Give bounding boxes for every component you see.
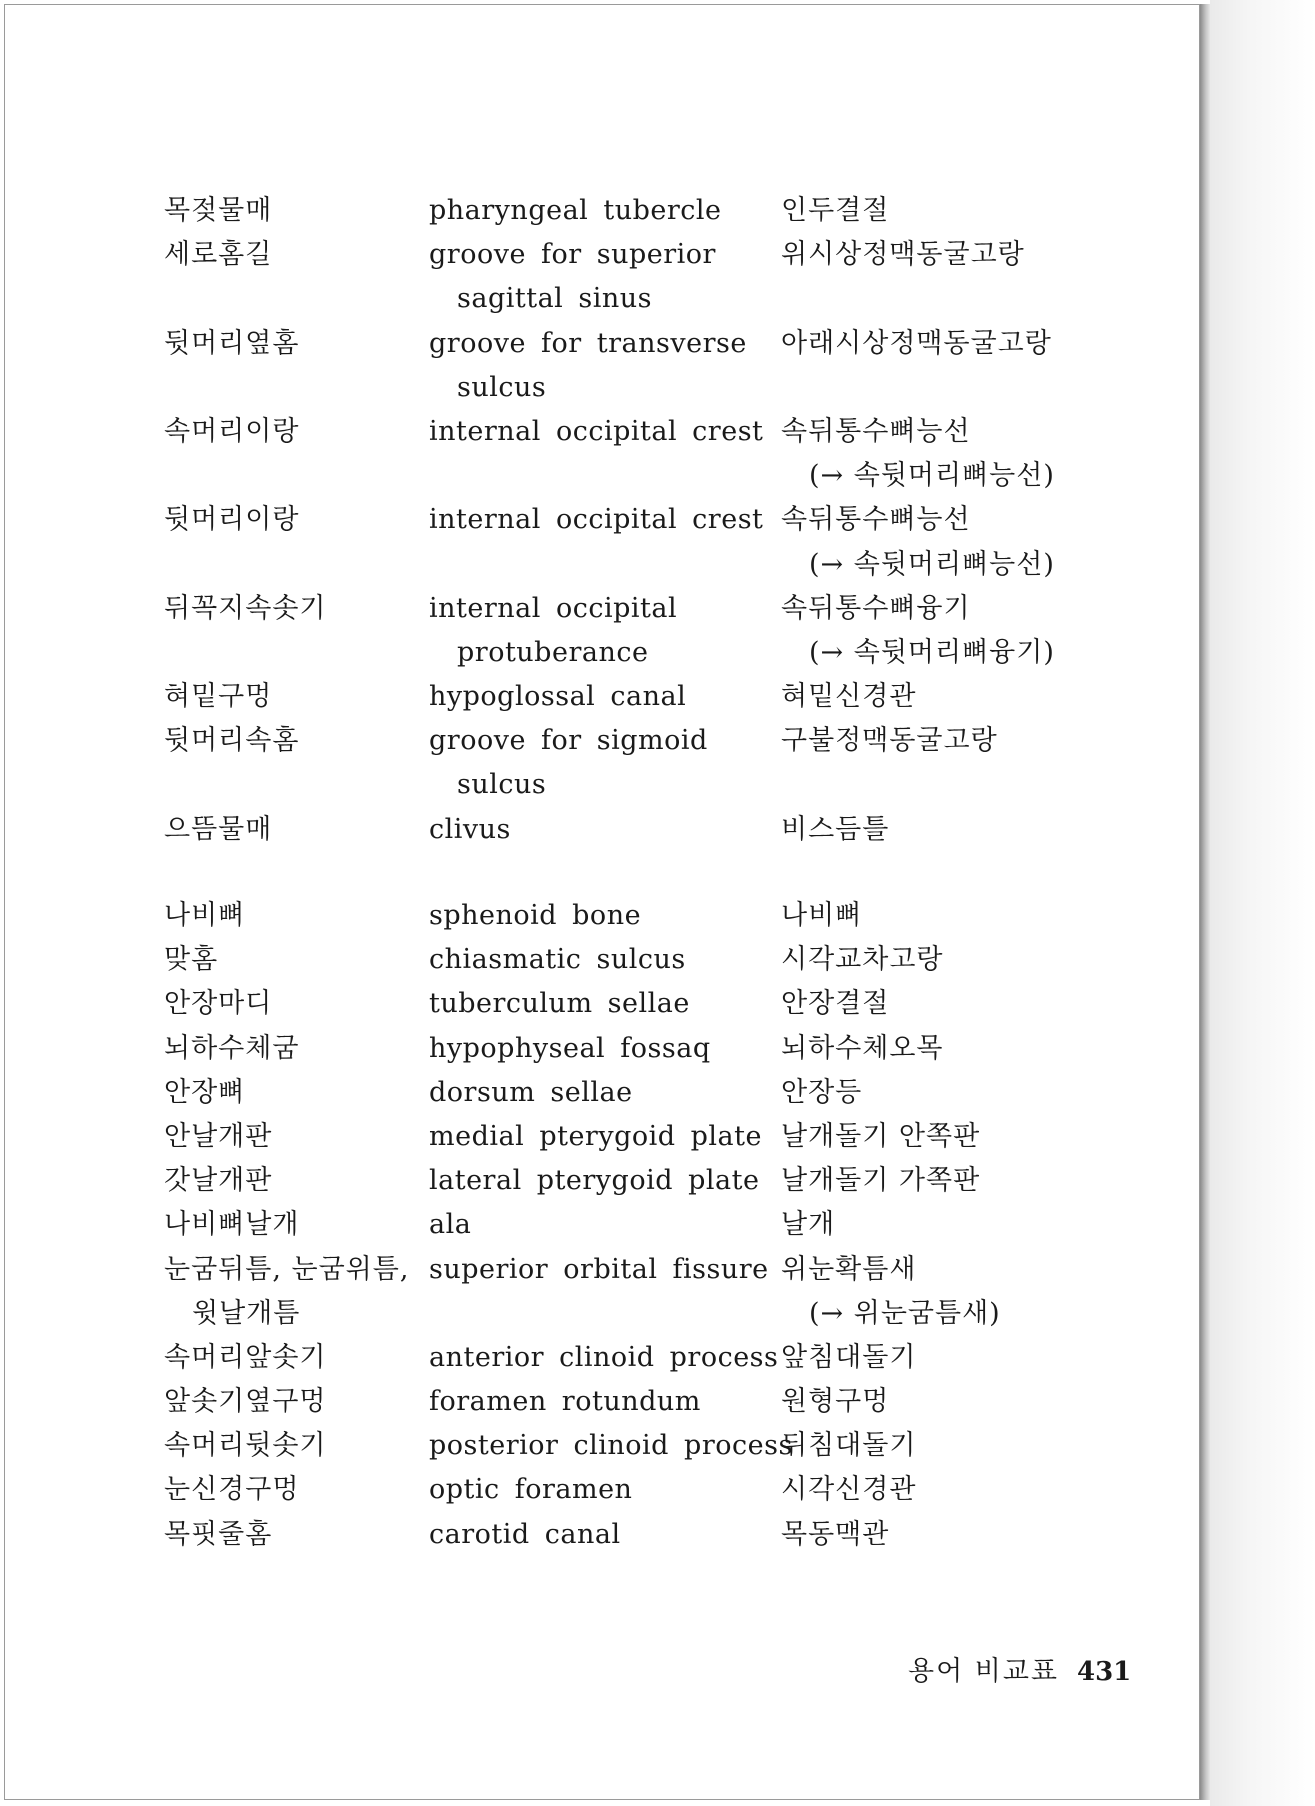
north-korean-term-cell bbox=[164, 587, 429, 631]
english-term-cell bbox=[429, 894, 781, 938]
english-term: protuberance bbox=[457, 636, 649, 668]
south-korean-term: 시각신경관 bbox=[781, 1474, 917, 1506]
south-korean-term-cell bbox=[781, 1424, 1104, 1468]
north-korean-term: 나비뼈날개 bbox=[164, 1209, 300, 1241]
english-term-cell bbox=[429, 1203, 781, 1247]
english-term-cell bbox=[429, 1248, 781, 1292]
north-korean-term: 안장뼈 bbox=[164, 1076, 246, 1108]
south-korean-term: 나비뼈 bbox=[781, 900, 863, 931]
south-korean-term: 속뒤통수뼈능선 bbox=[781, 504, 971, 536]
north-korean-term: 눈굼뒤틈, 눈굼위틈, bbox=[164, 1253, 410, 1285]
north-korean-term: 나비뼈 bbox=[164, 900, 246, 931]
english-term: carotid canal bbox=[429, 1518, 621, 1550]
south-korean-term-cell bbox=[781, 894, 1104, 938]
south-korean-term: 안장등 bbox=[781, 1076, 863, 1108]
north-korean-term-cell bbox=[164, 1468, 429, 1512]
north-korean-term-cell bbox=[164, 322, 429, 366]
south-korean-term: 날개돌기 가쪽판 bbox=[781, 1165, 981, 1197]
english-term: sulcus bbox=[457, 769, 547, 801]
english-term: dorsum sellae bbox=[429, 1076, 633, 1108]
south-korean-term: (→ 위눈굼틈새) bbox=[809, 1297, 1001, 1329]
south-korean-term-cell bbox=[781, 189, 1104, 233]
south-korean-term: 속뒤통수뼈능선 bbox=[781, 415, 971, 447]
english-term: clivus bbox=[429, 813, 511, 845]
north-korean-term-cell bbox=[164, 1380, 429, 1424]
south-korean-term-cell bbox=[781, 1115, 1104, 1159]
south-korean-term: 안장결절 bbox=[781, 988, 890, 1020]
english-term: sagittal sinus bbox=[457, 283, 653, 315]
north-korean-term: 목젖물매 bbox=[164, 195, 273, 226]
north-korean-term-cell bbox=[164, 719, 429, 763]
south-korean-term-cell bbox=[781, 498, 1104, 586]
north-korean-term: 갓날개판 bbox=[164, 1165, 273, 1197]
term-row bbox=[164, 1203, 1104, 1247]
south-korean-term-cell bbox=[781, 1203, 1104, 1247]
term-row bbox=[164, 1336, 1104, 1380]
south-korean-term: 위눈확틈새 bbox=[781, 1253, 917, 1285]
north-korean-term: 뒷머리속홈 bbox=[164, 725, 300, 757]
term-row bbox=[164, 1513, 1104, 1557]
north-korean-term-cell bbox=[164, 498, 429, 542]
south-korean-term: 뒤침대돌기 bbox=[781, 1430, 917, 1462]
north-korean-term: 뒷머리옆홈 bbox=[164, 327, 300, 359]
english-term: internal occipital crest bbox=[429, 415, 764, 447]
english-term-cell bbox=[429, 1513, 781, 1557]
south-korean-term: 비스듬틀 bbox=[781, 813, 890, 845]
south-korean-term-cell bbox=[781, 322, 1104, 366]
south-korean-term: 구불정맥동굴고랑 bbox=[781, 725, 998, 757]
english-term-cell bbox=[429, 1071, 781, 1115]
north-korean-term: 뇌하수체굼 bbox=[164, 1032, 300, 1064]
north-korean-term-cell bbox=[164, 982, 429, 1026]
english-term: optic foramen bbox=[429, 1474, 633, 1506]
term-row bbox=[164, 1424, 1104, 1468]
term-row bbox=[164, 1380, 1104, 1424]
north-korean-term-cell bbox=[164, 410, 429, 454]
north-korean-term: 윗날개틈 bbox=[192, 1297, 301, 1329]
south-korean-term-cell bbox=[781, 1071, 1104, 1115]
english-term-cell bbox=[429, 1027, 781, 1071]
south-korean-term: 날개돌기 안쪽판 bbox=[781, 1120, 981, 1152]
english-term-cell bbox=[429, 675, 781, 719]
north-korean-term: 눈신경구멍 bbox=[164, 1474, 300, 1506]
south-korean-term-cell bbox=[781, 1380, 1104, 1424]
english-term-cell bbox=[429, 1159, 781, 1203]
north-korean-term-cell bbox=[164, 1159, 429, 1203]
english-term: hypoglossal canal bbox=[429, 681, 687, 713]
north-korean-term: 속머리뒷솟기 bbox=[164, 1430, 327, 1462]
south-korean-term: (→ 속뒷머리뼈능선) bbox=[809, 460, 1055, 492]
term-row bbox=[164, 587, 1104, 675]
south-korean-term: 날개 bbox=[781, 1209, 836, 1241]
english-term-cell bbox=[429, 1424, 793, 1468]
page-edge bbox=[1200, 4, 1210, 1800]
english-term: groove for transverse bbox=[429, 327, 747, 359]
term-row bbox=[164, 938, 1104, 982]
english-term-cell bbox=[429, 233, 781, 321]
north-korean-term-cell bbox=[164, 1071, 429, 1115]
english-term: groove for sigmoid bbox=[429, 725, 708, 757]
english-term-cell bbox=[429, 587, 781, 675]
english-term-cell bbox=[429, 808, 781, 852]
south-korean-term-cell bbox=[781, 1159, 1104, 1203]
term-row bbox=[164, 1027, 1104, 1071]
north-korean-term-cell bbox=[164, 808, 429, 852]
term-row bbox=[164, 322, 1104, 410]
north-korean-term-cell bbox=[164, 1513, 429, 1557]
english-term-cell bbox=[429, 498, 781, 542]
south-korean-term-cell bbox=[781, 1248, 1104, 1336]
south-korean-term-cell bbox=[781, 938, 1104, 982]
north-korean-term: 뒤꼭지속솟기 bbox=[164, 592, 327, 624]
term-row bbox=[164, 1115, 1104, 1159]
south-korean-term-cell bbox=[781, 675, 1104, 719]
north-korean-term-cell bbox=[164, 1203, 429, 1247]
english-term: medial pterygoid plate bbox=[429, 1120, 762, 1152]
south-korean-term: 원형구멍 bbox=[781, 1386, 890, 1418]
english-term-cell bbox=[429, 1115, 781, 1159]
english-term: superior orbital fissure bbox=[429, 1253, 769, 1285]
north-korean-term-cell bbox=[164, 189, 429, 233]
north-korean-term: 속머리앞솟기 bbox=[164, 1341, 327, 1373]
south-korean-term: 위시상정맥동굴고랑 bbox=[781, 239, 1025, 271]
south-korean-term-cell bbox=[781, 1468, 1104, 1512]
south-korean-term-cell bbox=[781, 587, 1104, 675]
english-term-cell bbox=[429, 410, 781, 454]
term-table-section-occipital bbox=[164, 189, 1104, 852]
english-term: groove for superior bbox=[429, 239, 716, 271]
south-korean-term-cell bbox=[781, 808, 1104, 852]
english-term-cell bbox=[429, 322, 781, 410]
north-korean-term: 안날개판 bbox=[164, 1120, 273, 1152]
english-term-cell bbox=[429, 1380, 781, 1424]
south-korean-term-cell bbox=[781, 233, 1104, 277]
south-korean-term-cell bbox=[781, 982, 1104, 1026]
english-term-cell bbox=[429, 1468, 781, 1512]
english-term-cell bbox=[429, 1336, 781, 1380]
term-row bbox=[164, 1159, 1104, 1203]
south-korean-term: 혀밑신경관 bbox=[781, 681, 917, 713]
term-row bbox=[164, 410, 1104, 498]
running-footer-title: 용어 비교표 bbox=[908, 1656, 1059, 1687]
term-row bbox=[164, 675, 1104, 719]
south-korean-term: 속뒤통수뼈융기 bbox=[781, 592, 971, 624]
south-korean-term: 목동맥관 bbox=[781, 1518, 890, 1550]
english-term: anterior clinoid process bbox=[429, 1341, 779, 1373]
term-table-section-sphenoid bbox=[164, 894, 1104, 1557]
north-korean-term-cell bbox=[164, 1424, 429, 1468]
english-term: pharyngeal tubercle bbox=[429, 195, 722, 226]
north-korean-term-cell bbox=[164, 1248, 429, 1336]
page-number: 431 bbox=[1077, 1657, 1132, 1687]
north-korean-term: 혀밑구멍 bbox=[164, 681, 273, 713]
south-korean-term: 아래시상정맥동굴고랑 bbox=[781, 327, 1052, 359]
english-term: posterior clinoid process bbox=[429, 1430, 793, 1462]
term-row bbox=[164, 719, 1104, 807]
north-korean-term: 안장마디 bbox=[164, 988, 273, 1020]
english-term-cell bbox=[429, 719, 781, 807]
north-korean-term-cell bbox=[164, 1115, 429, 1159]
term-row bbox=[164, 189, 1104, 233]
south-korean-term-cell bbox=[781, 410, 1104, 498]
south-korean-term-cell bbox=[781, 1513, 1104, 1557]
north-korean-term-cell bbox=[164, 1027, 429, 1071]
term-row bbox=[164, 894, 1104, 938]
english-term: foramen rotundum bbox=[429, 1386, 701, 1418]
term-row bbox=[164, 1071, 1104, 1115]
north-korean-term-cell bbox=[164, 938, 429, 982]
term-row bbox=[164, 1248, 1104, 1336]
background-margin bbox=[1210, 0, 1315, 1806]
english-term: sulcus bbox=[457, 371, 547, 403]
english-term: ala bbox=[429, 1209, 472, 1241]
south-korean-term-cell bbox=[781, 1027, 1104, 1071]
term-row bbox=[164, 1468, 1104, 1512]
south-korean-term: 뇌하수체오목 bbox=[781, 1032, 944, 1064]
north-korean-term: 속머리이랑 bbox=[164, 415, 300, 447]
north-korean-term: 뒷머리이랑 bbox=[164, 504, 300, 536]
english-term-cell bbox=[429, 982, 781, 1026]
english-term: tuberculum sellae bbox=[429, 988, 690, 1020]
english-term: internal occipital bbox=[429, 592, 678, 624]
south-korean-term: (→ 속뒷머리뼈능선) bbox=[809, 548, 1055, 580]
north-korean-term-cell bbox=[164, 675, 429, 719]
english-term: chiasmatic sulcus bbox=[429, 944, 686, 976]
south-korean-term: 시각교차고랑 bbox=[781, 944, 944, 976]
english-term: lateral pterygoid plate bbox=[429, 1165, 760, 1197]
south-korean-term-cell bbox=[781, 719, 1104, 763]
english-term: internal occipital crest bbox=[429, 504, 764, 536]
north-korean-term: 세로홈길 bbox=[164, 239, 273, 271]
north-korean-term: 맞홈 bbox=[164, 944, 219, 976]
english-term-cell bbox=[429, 938, 781, 982]
south-korean-term: 인두결절 bbox=[781, 195, 890, 226]
north-korean-term-cell bbox=[164, 894, 429, 938]
english-term: sphenoid bone bbox=[429, 900, 642, 931]
south-korean-term: (→ 속뒷머리뼈융기) bbox=[809, 636, 1055, 668]
north-korean-term-cell bbox=[164, 233, 429, 277]
page-footer bbox=[908, 1652, 1131, 1692]
north-korean-term-cell bbox=[164, 1336, 429, 1380]
term-row bbox=[164, 498, 1104, 586]
term-row bbox=[164, 982, 1104, 1026]
north-korean-term: 목핏줄홈 bbox=[164, 1518, 273, 1550]
south-korean-term-cell bbox=[781, 1336, 1104, 1380]
term-row bbox=[164, 233, 1104, 321]
english-term-cell bbox=[429, 189, 781, 233]
south-korean-term: 앞침대돌기 bbox=[781, 1341, 917, 1373]
english-term: hypophyseal fossaq bbox=[429, 1032, 711, 1064]
term-row bbox=[164, 808, 1104, 852]
north-korean-term: 앞솟기옆구멍 bbox=[164, 1386, 327, 1418]
north-korean-term: 으뜸물매 bbox=[164, 813, 273, 845]
